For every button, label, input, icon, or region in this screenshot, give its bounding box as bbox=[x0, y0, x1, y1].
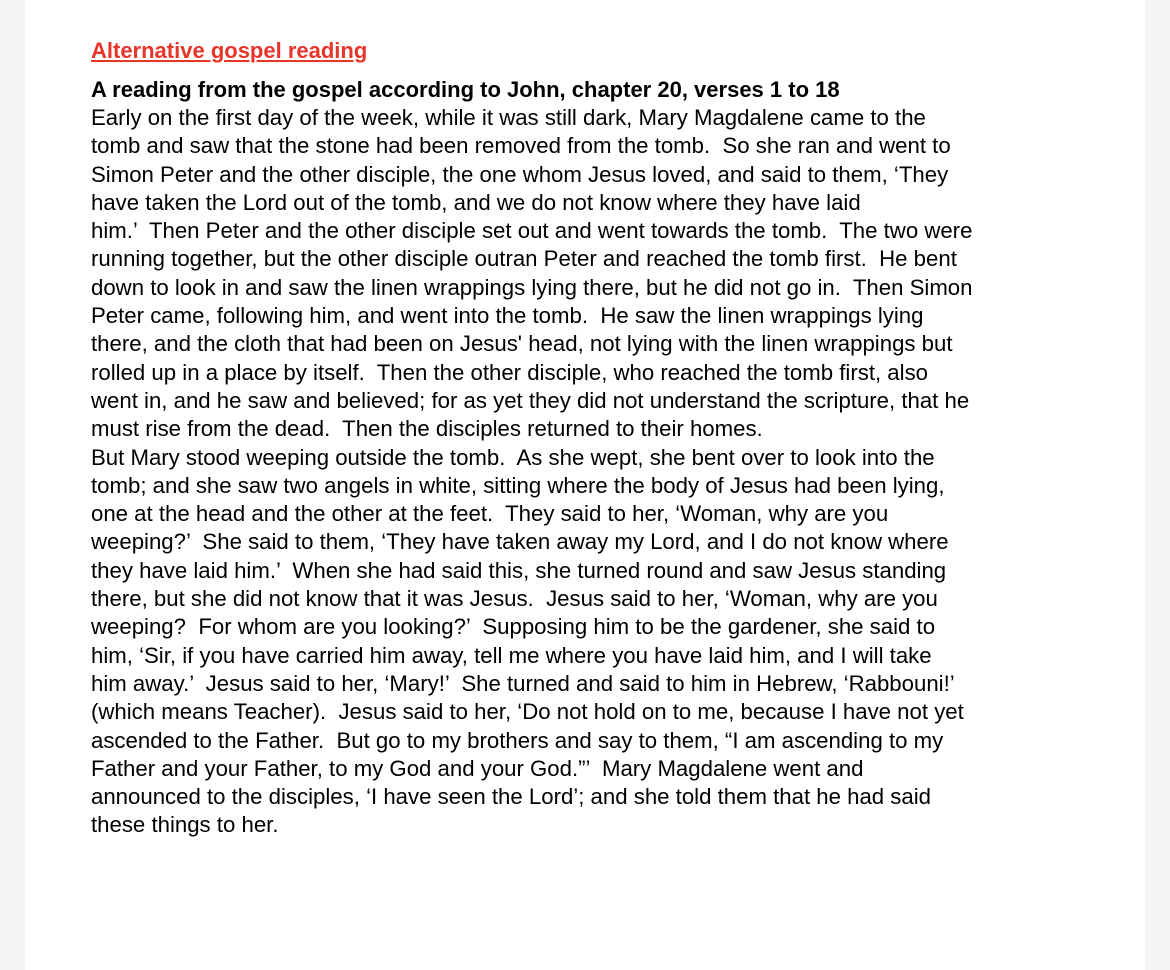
paragraph-line: Peter came, following him, and went into the tomb. He saw the linen wrappings lying bbox=[91, 303, 924, 329]
paragraph-line: they have laid him.’ When she had said this, she turned round and saw Jesus standing bbox=[91, 557, 947, 583]
document-page bbox=[25, 0, 1145, 970]
paragraph-line: weeping?’ She said to them, ‘They have taken away my Lord, and I do not know where bbox=[91, 529, 949, 555]
paragraph-line: tomb; and she saw two angels in white, sitting where the body of Jesus had been lying, bbox=[91, 472, 945, 498]
paragraph-line: Simon Peter and the other disciple, the one whom Jesus loved, and said to them, ‘They bbox=[91, 161, 949, 187]
paragraph-line: down to look in and saw the linen wrappings lying there, but he did not go in. Then Simon bbox=[91, 274, 973, 300]
reading-title: A reading from the gospel according to John, chapter 20, verses 1 to 18 bbox=[91, 77, 840, 102]
paragraph-line: went in, and he saw and believed; for as yet they did not understand the scripture, that he bbox=[91, 387, 970, 413]
paragraph-line: But Mary stood weeping outside the tomb. As she wept, she bent over to look into the bbox=[91, 444, 935, 470]
paragraph-line: Early on the first day of the week, while it was still dark, Mary Magdalene came to the bbox=[91, 105, 926, 130]
paragraph-line: him.’ Then Peter and the other disciple set out and went towards the tomb. The two were bbox=[91, 218, 973, 244]
paragraph-line: him, ‘Sir, if you have carried him away, tell me where you have laid him, and I will take bbox=[91, 642, 932, 668]
paragraph-line: ascended to the Father. But go to my brothers and say to them, “I am ascending to my bbox=[91, 727, 944, 753]
section-heading: Alternative gospel reading bbox=[91, 38, 368, 63]
paragraph-line: must rise from the dead. Then the disciples returned to their homes. bbox=[91, 416, 763, 442]
paragraph-line: him away.’ Jesus said to her, ‘Mary!’ She turned and said to him in Hebrew, ‘Rabbouni!’ bbox=[91, 670, 955, 696]
paragraph-line: rolled up in a place by itself. Then the other disciple, who reached the tomb first, also bbox=[91, 359, 929, 385]
reading-paragraph-2 bbox=[91, 444, 1091, 840]
paragraph-line: there, and the cloth that had been on Jesus' head, not lying with the linen wrappings but bbox=[91, 331, 953, 357]
reading-paragraph-1 bbox=[91, 104, 1091, 444]
document-content bbox=[91, 36, 1091, 840]
paragraph-line: (which means Teacher). Jesus said to her, ‘Do not hold on to me, because I have not yet bbox=[91, 699, 964, 725]
paragraph-line: these things to her. bbox=[91, 812, 279, 838]
paragraph-line: weeping? For whom are you looking?’ Supposing him to be the gardener, she said to bbox=[91, 614, 936, 640]
paragraph-line: tomb and saw that the stone had been removed from the tomb. So she ran and went to bbox=[91, 133, 951, 159]
paragraph-line: announced to the disciples, ‘I have seen the Lord’; and she told them that he had said bbox=[91, 784, 932, 810]
paragraph-line: Father and your Father, to my God and your God.”’ Mary Magdalene went and bbox=[91, 755, 864, 781]
paragraph-line: running together, but the other disciple outran Peter and reached the tomb first. He bent bbox=[91, 246, 957, 272]
paragraph-line: there, but she did not know that it was Jesus. Jesus said to her, ‘Woman, why are you bbox=[91, 586, 938, 612]
paragraph-line: one at the head and the other at the feet. They said to her, ‘Woman, why are you bbox=[91, 501, 889, 527]
paragraph-line: have taken the Lord out of the tomb, and we do not know where they have laid bbox=[91, 189, 861, 215]
